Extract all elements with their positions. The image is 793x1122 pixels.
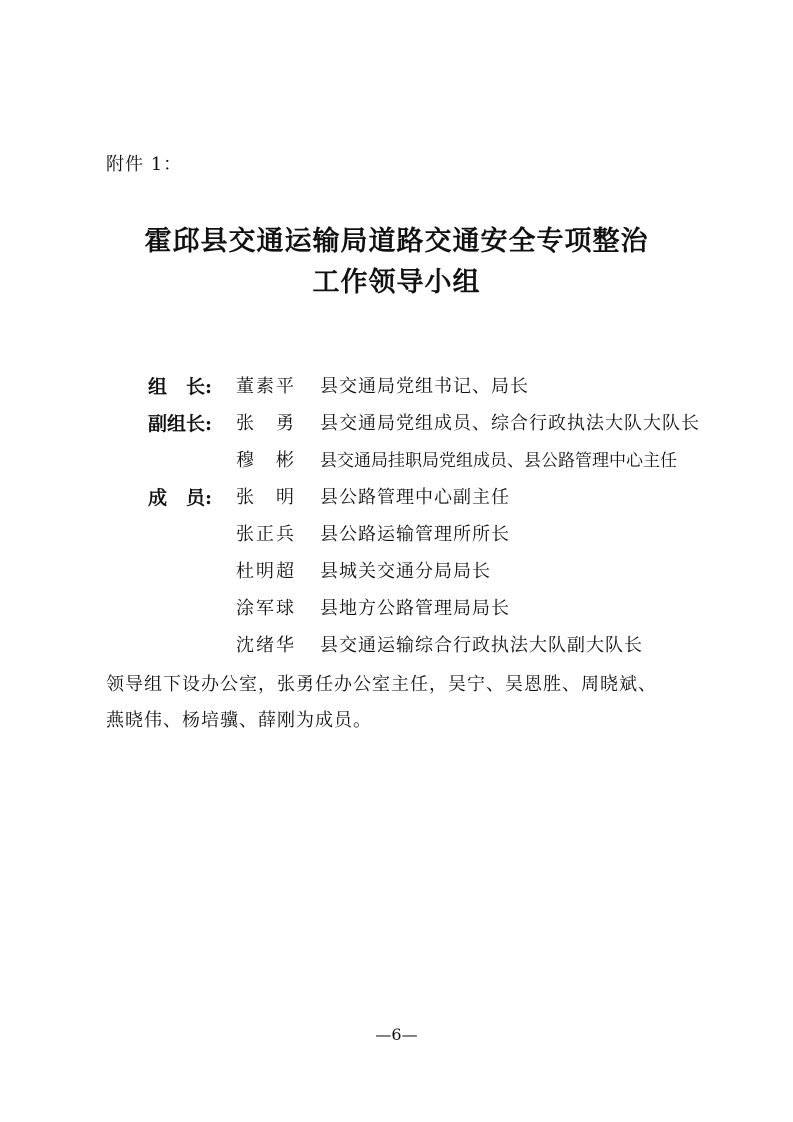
- member-position: 县交通运输综合行政执法大队副大队长: [320, 635, 643, 656]
- member-position: 县公路运输管理所所长: [320, 524, 510, 545]
- member-role: 副组长:: [148, 413, 213, 435]
- document-title-line-1: 霍邱县交通运输局道路交通安全专项整治: [144, 226, 649, 257]
- member-position: 县交通局党组成员、综合行政执法大队大队长: [320, 413, 700, 434]
- member-name: 涂军球: [236, 598, 296, 619]
- document-title-line-2: 工作领导小组: [312, 267, 481, 298]
- member-name: 穆 彬: [236, 450, 296, 471]
- member-position: 县城关交通分局局长: [320, 561, 491, 582]
- member-position: 县公路管理中心副主任: [320, 487, 510, 508]
- member-position: 县地方公路管理局局长: [320, 598, 510, 619]
- member-position: 县交通局党组书记、局长: [320, 376, 529, 397]
- member-name: 杜明超: [236, 561, 296, 582]
- office-note-line-1: 领导组下设办公室，张勇任办公室主任，吴宁、吴恩胜、周晓斌、: [106, 674, 657, 695]
- member-name: 张正兵: [236, 524, 296, 545]
- member-name: 张 勇: [236, 413, 296, 434]
- page-number: —6—: [375, 1025, 418, 1044]
- member-name: 董素平: [236, 376, 296, 397]
- office-note-line-2: 燕晓伟、杨培骥、薛刚为成员。: [106, 710, 372, 731]
- attachment-label: 附件 1：: [106, 154, 183, 175]
- member-name: 沈绪华: [236, 635, 296, 656]
- member-role: 组 长:: [148, 376, 213, 398]
- member-name: 张 明: [236, 487, 296, 508]
- member-position: 县交通局挂职局党组成员、县公路管理中心主任: [320, 451, 677, 471]
- member-role: 成 员:: [148, 487, 213, 509]
